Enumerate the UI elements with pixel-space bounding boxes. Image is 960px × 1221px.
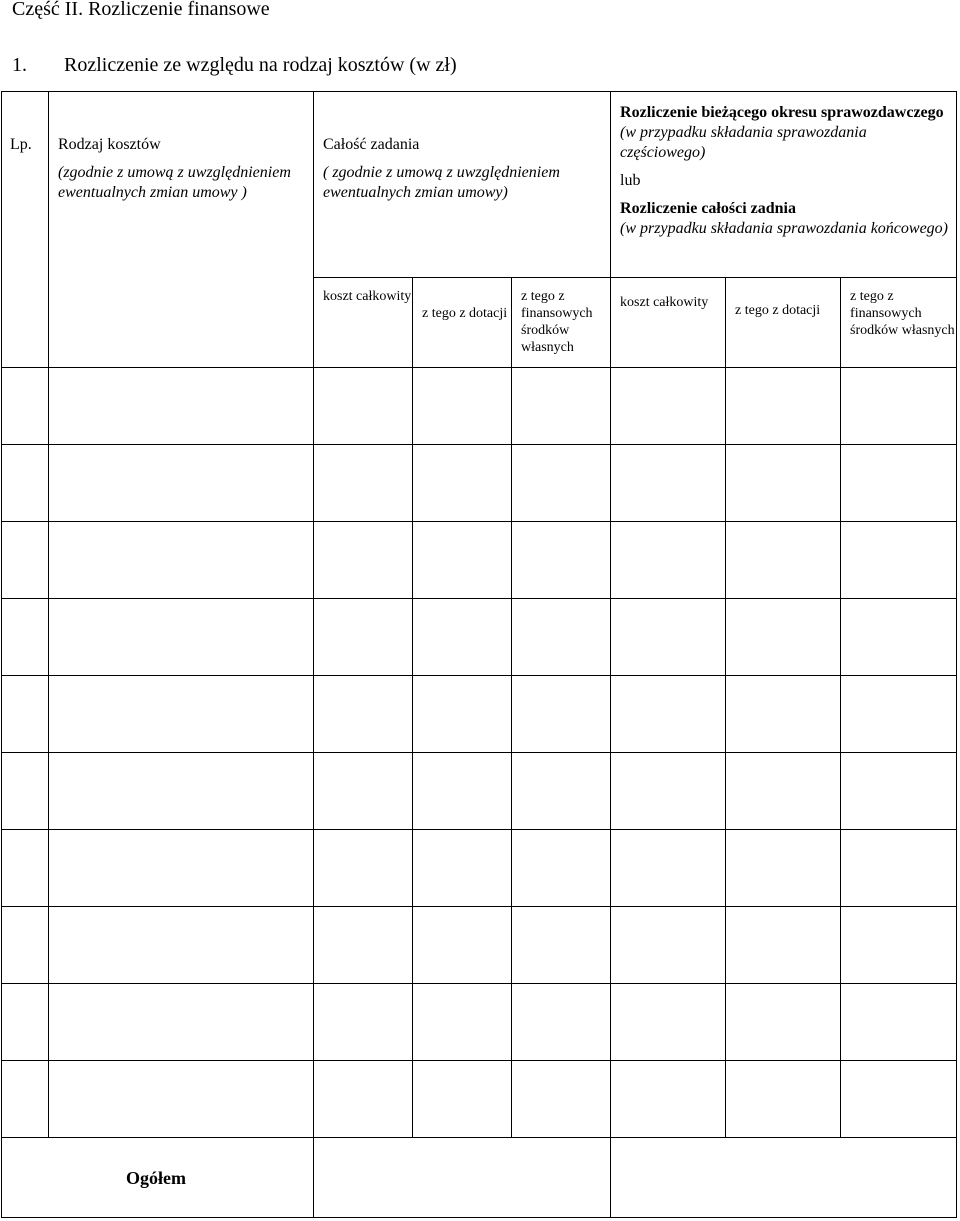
subsection-title: Rozliczenie ze względu na rodzaj kosztów (w zł) [64,54,457,76]
subheader-cell: z tego z finansowych środków własnych [512,278,611,368]
section-title: Część II. Rozliczenie finansowe [12,0,270,20]
header-cost-type [49,92,314,368]
table-cell[interactable] [49,522,314,599]
table-cell[interactable] [49,368,314,445]
table-cell[interactable] [49,676,314,753]
table-cell[interactable] [611,830,726,907]
subheader-cell: koszt całkowity [611,278,726,368]
table-cell[interactable] [2,753,49,830]
table-cell[interactable] [413,676,512,753]
total-whole-task-cell[interactable] [314,1138,611,1218]
table-cell[interactable] [611,907,726,984]
table-cell[interactable] [611,984,726,1061]
table-cell[interactable] [314,830,413,907]
table-cell[interactable] [314,676,413,753]
table-cell[interactable] [413,984,512,1061]
table-row [2,522,957,599]
table-cell[interactable] [841,1061,957,1138]
table-cell[interactable] [611,753,726,830]
table-cell[interactable] [2,445,49,522]
settlement-total-note: (w przypadku składania sprawozdania końcowego) [620,220,949,237]
table-cell[interactable] [611,445,726,522]
total-label-cell [2,1138,314,1218]
header-whole-task [314,92,611,278]
table-cell[interactable] [726,753,841,830]
header-row [2,92,957,278]
table-cell[interactable] [314,368,413,445]
table-row [2,753,957,830]
table-cell[interactable] [841,907,957,984]
table-cell[interactable] [2,599,49,676]
table-cell[interactable] [841,676,957,753]
table-cell[interactable] [2,676,49,753]
table-cell[interactable] [512,445,611,522]
table-cell[interactable] [2,1061,49,1138]
table-cell[interactable] [314,1061,413,1138]
table-cell[interactable] [841,522,957,599]
total-settlement-cell[interactable] [611,1138,957,1218]
table-cell[interactable] [413,907,512,984]
table-cell[interactable] [314,907,413,984]
table-cell[interactable] [841,599,957,676]
table-cell[interactable] [841,830,957,907]
table-cell[interactable] [512,599,611,676]
settlement-period-title: Rozliczenie bieżącego okresu sprawozdawczego [620,104,944,121]
table-cell[interactable] [314,753,413,830]
table-cell[interactable] [512,907,611,984]
table-cell[interactable] [49,599,314,676]
total-label: Ogółem [126,1167,186,1188]
table-cell[interactable] [726,676,841,753]
header-lp: Lp. [2,92,49,368]
table-cell[interactable] [413,753,512,830]
table-cell[interactable] [413,599,512,676]
table-cell[interactable] [314,984,413,1061]
header-settlement [611,92,957,278]
table-cell[interactable] [413,522,512,599]
total-row [2,1138,957,1218]
table-cell[interactable] [841,984,957,1061]
whole-task-title: Całość zadania [323,136,420,153]
subheader-cell: z tego z dotacji [726,278,841,368]
table-cell[interactable] [2,907,49,984]
table-row [2,676,957,753]
table-cell[interactable] [512,676,611,753]
cost-type-note: (zgodnie z umową z uwzględnieniem ewentualnych zmian umowy ) [58,164,291,201]
table-cell[interactable] [726,368,841,445]
table-cell[interactable] [611,676,726,753]
settlement-total-title: Rozliczenie całości zadnia [620,200,796,217]
table-cell[interactable] [314,599,413,676]
table-cell[interactable] [512,984,611,1061]
table-row [2,599,957,676]
table-cell[interactable] [314,522,413,599]
cost-type-title: Rodzaj kosztów [58,136,161,153]
table-cell[interactable] [841,445,957,522]
table-row [2,445,957,522]
table-cell[interactable] [512,753,611,830]
table-cell[interactable] [611,522,726,599]
table-cell[interactable] [611,368,726,445]
table-cell[interactable] [726,830,841,907]
table-cell[interactable] [726,445,841,522]
table-cell[interactable] [49,445,314,522]
table-cell[interactable] [726,599,841,676]
whole-task-note: ( zgodnie z umową z uwzględnieniem ewentualnych zmian umowy) [323,164,560,201]
table-cell[interactable] [512,830,611,907]
table-cell[interactable] [726,522,841,599]
table-cell[interactable] [512,1061,611,1138]
table-cell[interactable] [841,368,957,445]
table-row [2,907,957,984]
settlement-period-note: (w przypadku składania sprawozdania częściowego) [620,124,867,161]
table-cell[interactable] [611,1061,726,1138]
table-cell[interactable] [413,1061,512,1138]
table-row [2,1061,957,1138]
settlement-or: lub [620,172,641,189]
table-cell[interactable] [726,907,841,984]
table-cell[interactable] [2,984,49,1061]
table-cell[interactable] [726,984,841,1061]
table-cell[interactable] [413,368,512,445]
table-cell[interactable] [611,599,726,676]
cost-settlement-table [1,91,957,1218]
subheader-cell: koszt całkowity [314,278,413,368]
subsection-heading [12,54,457,77]
table-row [2,368,957,445]
table-cell[interactable] [314,445,413,522]
table-cell[interactable] [726,1061,841,1138]
subheader-cell: z tego z dotacji [413,278,512,368]
table-cell[interactable] [49,830,314,907]
table-cell[interactable] [2,830,49,907]
subheader-cell: z tego z finansowych środków własnych [841,278,957,368]
table-cell[interactable] [512,522,611,599]
table-cell[interactable] [49,753,314,830]
table-cell[interactable] [49,1061,314,1138]
table-cell[interactable] [49,984,314,1061]
table-row [2,984,957,1061]
table-cell[interactable] [2,522,49,599]
table-row [2,830,957,907]
table-cell[interactable] [49,907,314,984]
table-cell[interactable] [2,368,49,445]
table-cell[interactable] [512,368,611,445]
table-cell[interactable] [413,445,512,522]
table-cell[interactable] [413,830,512,907]
table-cell[interactable] [841,753,957,830]
subsection-number: 1. [12,54,27,76]
